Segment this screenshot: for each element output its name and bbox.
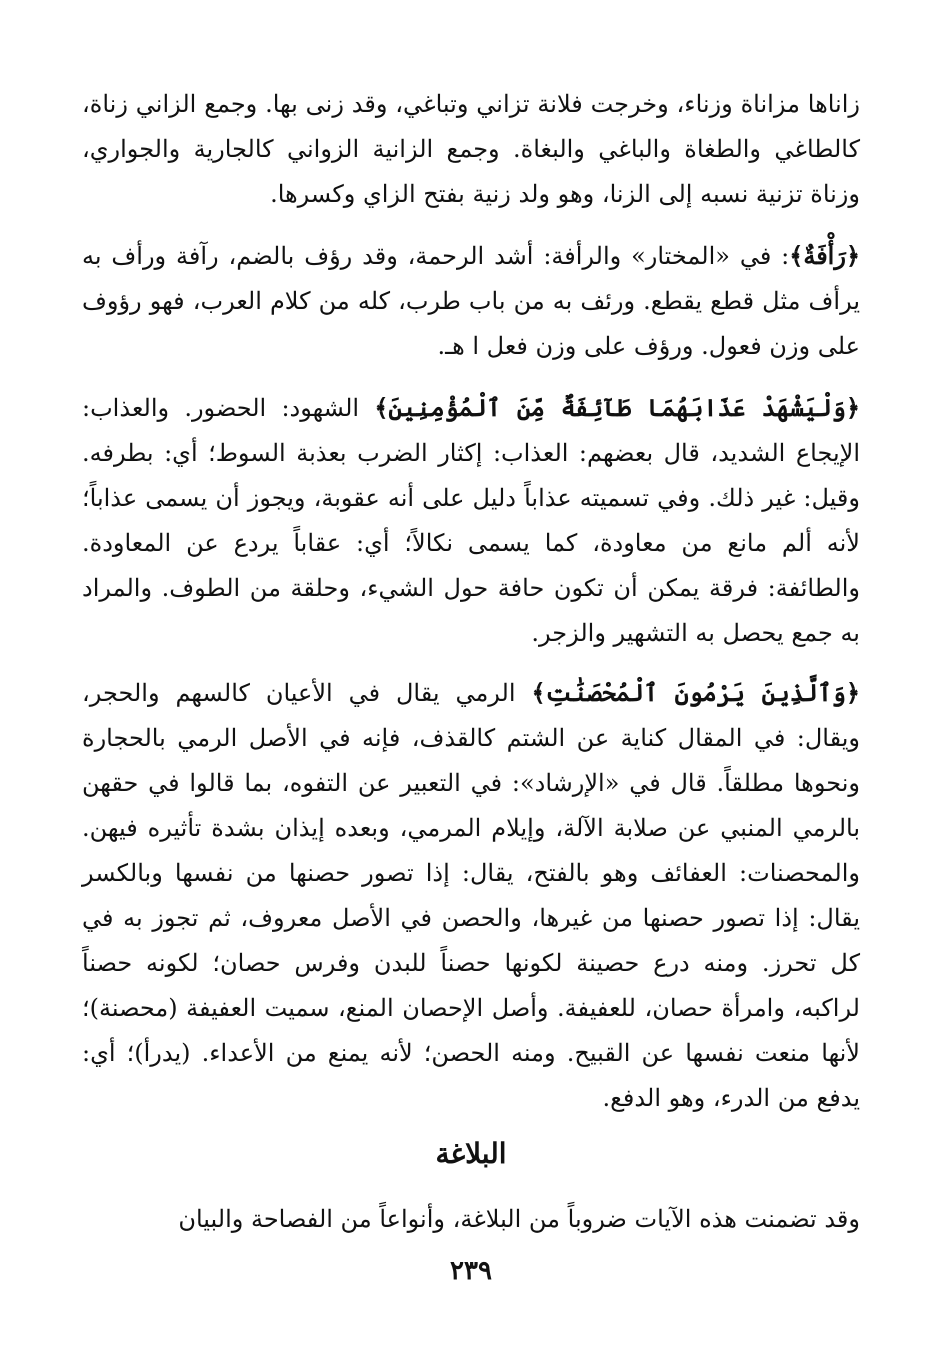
page-number: ٢٣٩ bbox=[450, 1256, 492, 1286]
paragraph-walladhina-yarmun bbox=[82, 670, 860, 1121]
paragraph-text: الشهود: الحضور. والعذاب: الإيجاع الشديد، قال بعضهم: العذاب: إكثار الضرب بعذبة السوط؛ أي: بطرفه. وقيل: غير ذلك. وفي تسميته عذاباً دليل على أنه عقوبة، ويجوز أن يسمى عذاباً؛ لأنه ألم مانع من معاودة، كما يسمى نكالاً؛ أي: عقاباً يردع عن المعاودة. والطائفة: فرقة يمكن أن تكون حافة حول الشيء، وحلقة من الطوف. والمراد به جمع يحصل به التشهير والزجر. bbox=[82, 394, 860, 647]
paragraph-rafa bbox=[82, 233, 860, 369]
paragraph-zina-definitions bbox=[82, 82, 860, 217]
section-heading: البلاغة bbox=[435, 1137, 507, 1170]
quran-verse: ﴿وَلْيَشْهَدْ عَذَابَهُمَا طَآئِفَةٌ مِّنَ ٱلْمُؤْمِنِينَ﴾ bbox=[374, 393, 861, 422]
quran-verse: ﴿وَٱلَّذِينَ يَرْمُونَ ٱلْمُحْصَنَٰتِ﴾ bbox=[531, 678, 861, 707]
paragraph-text: : في «المختار» والرأفة: أشد الرحمة، وقد رؤف بالضم، رآفة ورأف به يرأف مثل قطع يقطع. ورئف به من باب طرب، كله من كلام العرب، فهو رؤوف على وزن فعول. ورؤف على وزن فعل ا هـ. bbox=[82, 242, 860, 360]
paragraph-walyashhad bbox=[82, 385, 860, 656]
closing-paragraph: وقد تضمنت هذه الآيات ضروباً من البلاغة، وأنواعاً من الفصاحة والبيان bbox=[178, 1205, 860, 1233]
paragraph-text: الرمي يقال في الأعيان كالسهم والحجر، ويقال: في المقال كناية عن الشتم كالقذف، فإنه في الأصل الرمي بالحجارة ونحوها مطلقاً. قال في «الإرشاد»: في التعبير عن التفوه، بما قالوا في حقهن بالرمي المنبي عن صلابة الآلة، وإيلام المرمي، وبعده إيذان بشدة تأثيره فيهن. والمحصنات: العفائف وهو بالفتح، يقال: إذا تصور حصنها من نفسها وبالكسر يقال: إذا تصور حصنها من غيرها، والحصن في الأصل معروف، ثم تجوز به في كل تحرز. ومنه درع حصينة لكونها حصناً للبدن وفرس حصان؛ لكونه حصناً لراكبه، وامرأة حصان، للعفيفة. وأصل الإحصان المنع، سميت العفيفة (محصنة)؛ لأنها منعت نفسها عن القبيح. ومنه الحصن؛ لأنه يمنع من الأعداء. (يدرأ)؛ أي: يدفع من الدرء، وهو الدفع. bbox=[82, 679, 861, 1112]
quran-verse: ﴿رَأْفَةٌ﴾ bbox=[789, 241, 861, 270]
paragraph-text: زاناها مزاناة وزناء، وخرجت فلانة تزاني وتباغي، وقد زنى بها. وجمع الزاني زناة، كالطاغي والطغاة والباغي والبغاة. وجمع الزانية الزواني كالجارية والجواري، وزناة تزنية نسبه إلى الزنا، وهو ولد زنية بفتح الزاي وكسرها. bbox=[82, 90, 860, 208]
